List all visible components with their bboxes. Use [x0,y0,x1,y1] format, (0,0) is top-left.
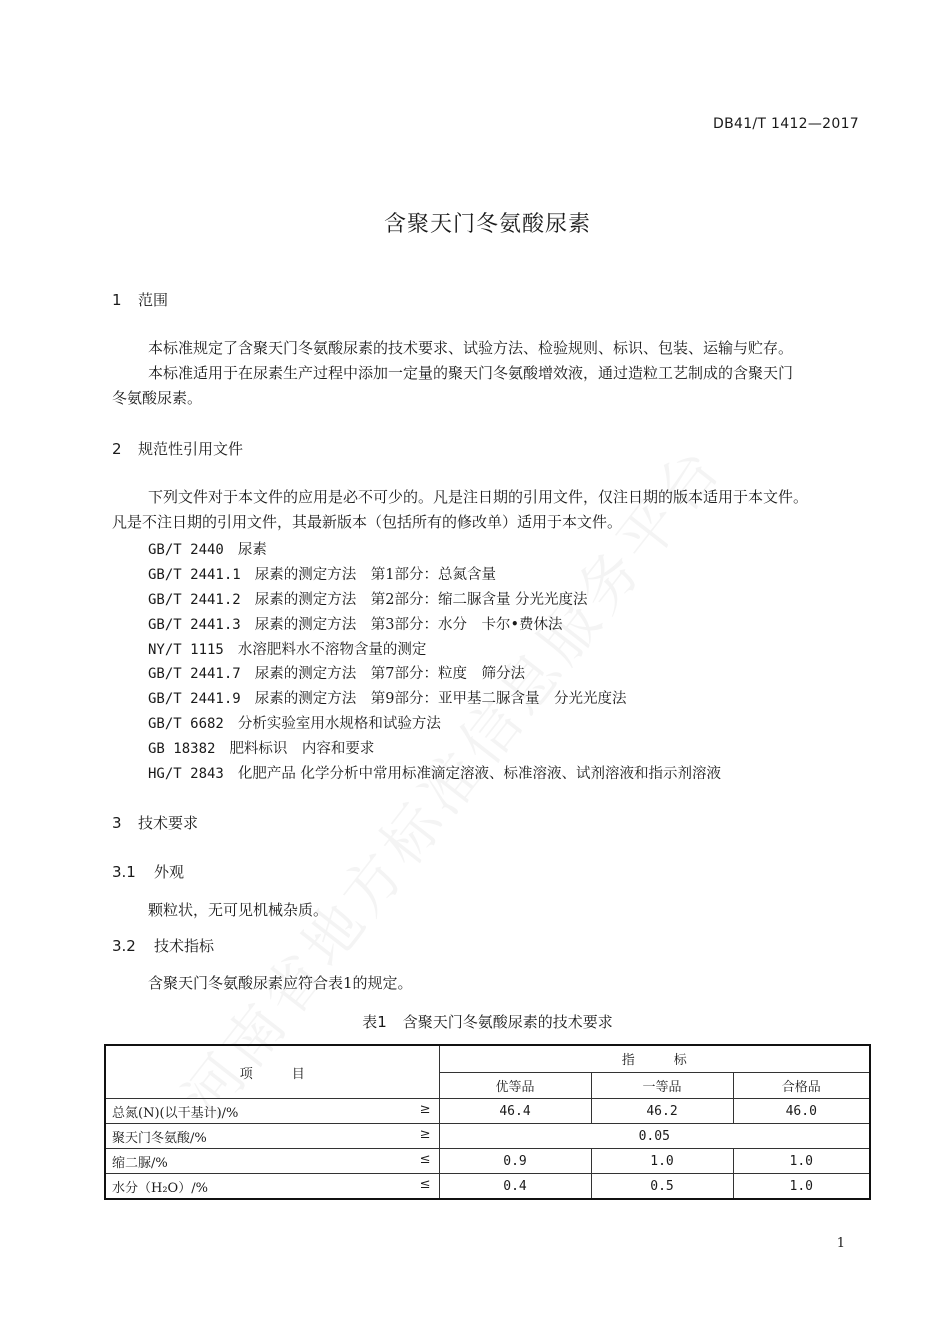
reference-item: NY/T 1115 水溶肥料水不溶物含量的测定 [148,642,427,658]
value-cell: 1.0 [733,1149,870,1174]
section-3-2-heading [112,935,214,956]
operator: ≤ [419,1152,431,1167]
item-cell: 聚天门冬氨酸/% ≥ [105,1124,439,1149]
scope-paragraph-2-line-2: 冬氨酸尿素。 [112,389,203,407]
section-title: 规范性引用文件 [138,440,244,458]
value-cell: 0.5 [591,1174,733,1200]
references-intro-line-1: 下列文件对于本文件的应用是必不可少的。凡是注日期的引用文件，仅注日期的版本适用于本文件。 [148,488,809,506]
spec-table [104,1044,871,1200]
section-title: 技术要求 [138,814,199,832]
value-cell: 46.4 [439,1099,591,1124]
section-2-heading [112,438,243,459]
section-title: 范围 [138,291,169,309]
reference-item: GB/T 2441.7 尿素的测定方法 第7部分：粒度 筛分法 [148,666,525,682]
reference-item: GB/T 6682 分析实验室用水规格和试验方法 [148,716,441,732]
reference-item: GB/T 2441.9 尿素的测定方法 第9部分：亚甲基二脲含量 分光光度法 [148,691,627,707]
section-number: 2 [112,440,122,458]
section-3-1-heading [112,861,184,882]
grade-cell: 一等品 [591,1072,733,1099]
table-caption [0,1011,950,1032]
standard-code: DB41/T 1412—2017 [713,116,859,132]
references-intro-line-2: 凡是不注日期的引用文件，其最新版本（包括所有的修改单）适用于本文件。 [112,513,623,531]
value-cell: 0.4 [439,1174,591,1200]
reference-item: HG/T 2843 化肥产品 化学分析中常用标准滴定溶液、标准溶液、试剂溶液和指示剂溶液 [148,766,721,782]
section-number: 3.2 [112,937,136,955]
appearance-paragraph: 颗粒状，无可见机械杂质。 [148,901,329,919]
operator: ≥ [419,1102,431,1117]
table-header-row [105,1045,870,1072]
operator: ≤ [419,1177,431,1192]
item-cell: 总氮(N)(以干基计)/% ≥ [105,1099,439,1124]
document-title: 含聚天门冬氨酸尿素 [383,212,591,237]
header-index-cell: 指 标 [439,1045,870,1072]
section-title: 技术指标 [154,937,215,955]
item-cell: 缩二脲/% ≤ [105,1149,439,1174]
table-title: 含聚天门冬氨酸尿素的技术要求 [402,1013,613,1031]
section-1-heading [112,289,168,310]
value-cell: 1.0 [733,1174,870,1200]
section-number: 3 [112,814,122,832]
section-number: 1 [112,291,122,309]
value-cell-merged: 0.05 [439,1124,870,1149]
value-cell: 0.9 [439,1149,591,1174]
reference-item: GB/T 2440 尿素 [148,542,267,558]
grade-cell: 合格品 [733,1072,870,1099]
table-row [105,1099,870,1124]
table-number: 表1 [362,1013,387,1031]
reference-item: GB/T 2441.1 尿素的测定方法 第1部分：总氮含量 [148,567,496,583]
section-3-heading [112,812,198,833]
section-number: 3.1 [112,863,136,881]
table-row [105,1149,870,1174]
scope-paragraph-1: 本标准规定了含聚天门冬氨酸尿素的技术要求、试验方法、检验规则、标识、包装、运输与贮存。 [148,339,794,357]
value-cell: 46.2 [591,1099,733,1124]
value-cell: 1.0 [591,1149,733,1174]
reference-item: GB/T 2441.3 尿素的测定方法 第3部分：水分 卡尔•费休法 [148,617,563,633]
reference-item: GB/T 2441.2 尿素的测定方法 第2部分：缩二脲含量 分光光度法 [148,592,588,608]
grade-cell: 优等品 [439,1072,591,1099]
page-number: 1 [836,1236,845,1251]
item-cell: 水分（H₂O）/% ≤ [105,1174,439,1200]
value-cell: 46.0 [733,1099,870,1124]
operator: ≥ [419,1127,431,1142]
section-title: 外观 [154,863,185,881]
table-row [105,1124,870,1149]
reference-item: GB 18382 肥料标识 内容和要求 [148,741,375,757]
table-row [105,1174,870,1200]
spec-intro-paragraph: 含聚天门冬氨酸尿素应符合表1的规定。 [148,974,413,992]
header-item-cell: 项 目 [105,1045,439,1099]
scope-paragraph-2-line-1: 本标准适用于在尿素生产过程中添加一定量的聚天门冬氨酸增效液，通过造粒工艺制成的含聚天门 [148,364,794,382]
